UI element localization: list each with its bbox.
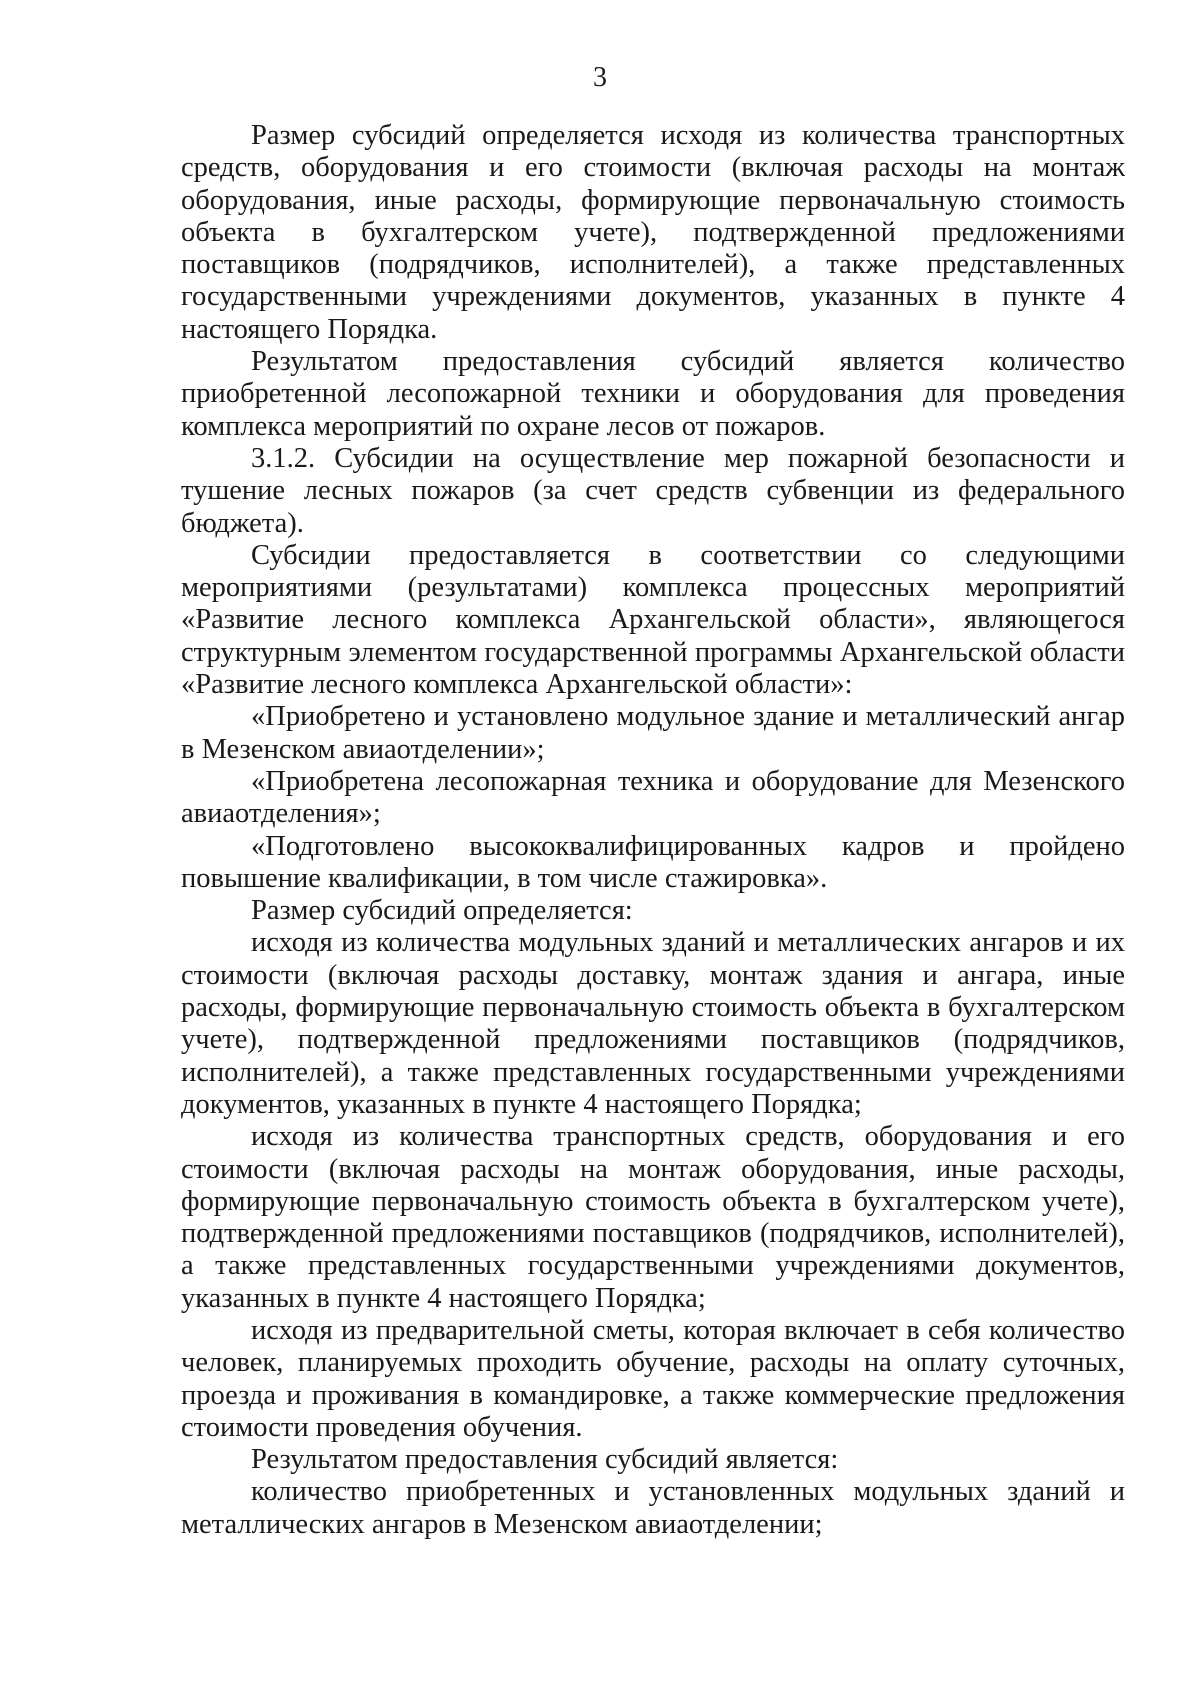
list-item: «Приобретена лесопожарная техника и оборудование для Мезенского авиаотделения»; <box>181 765 1125 830</box>
list-item: «Подготовлено высококвалифицированных кадров и пройдено повышение квалификации, в том числе стажировка». <box>181 830 1125 894</box>
list-item: исходя из количества модульных зданий и металлических ангаров и их стоимости (включая расходы доставку, монтаж здания и ангара, иные расходы, формирующие первоначальную стоимость объекта в бухгалтерском учете), подтвержденной предложениями поставщиков (подрядчиков, исполнителей), а также представленных государственными учреждениями документов, указанных в пункте 4 настоящего Порядка; <box>181 927 1125 1120</box>
paragraph: Результатом предоставления субсидий является количество приобретенной лесопожарной техники и оборудования для проведения комплекса мероприятий по охране лесов от пожаров. <box>181 346 1125 442</box>
list-item: количество приобретенных и установленных модульных зданий и металлических ангаров в Мезенском авиаотделении; <box>181 1476 1125 1540</box>
paragraph: Результатом предоставления субсидий является: <box>251 1444 839 1476</box>
page-number: 3 <box>593 62 607 93</box>
paragraph: Субсидии предоставляется в соответствии со следующими мероприятиями (результатами) комплекса процессных мероприятий «Развитие лесного комплекса Архангельской области», являющегося структурным элементом государственной программы Архангельской области «Развитие лесного комплекса Архангельской области»: <box>181 539 1125 701</box>
list-item: «Приобретено и установлено модульное здание и металлический ангар в Мезенском авиаотделении»; <box>181 701 1125 765</box>
paragraph: Размер субсидий определяется: <box>251 895 633 927</box>
document-body <box>181 120 1125 1541</box>
paragraph-section-heading: 3.1.2. Субсидии на осуществление мер пожарной безопасности и тушение лесных пожаров (за счет средств субвенции из федерального бюджета). <box>181 442 1125 539</box>
list-item: исходя из количества транспортных средств, оборудования и его стоимости (включая расходы на монтаж оборудования, иные расходы, формирующие первоначальную стоимость объекта в бухгалтерском учете), подтвержденной предложениями поставщиков (подрядчиков, исполнителей), а также представленных государственными учреждениями документов, указанных в пункте 4 настоящего Порядка; <box>181 1121 1125 1314</box>
list-item: исходя из предварительной сметы, которая включает в себя количество человек, планируемых проходить обучение, расходы на оплату суточных, проезда и проживания в командировке, а также коммерческие предложения стоимости проведения обучения. <box>181 1314 1125 1443</box>
paragraph: Размер субсидий определяется исходя из количества транспортных средств, оборудования и его стоимости (включая расходы на монтаж оборудования, иные расходы, формирующие первоначальную стоимость объекта в бухгалтерском учете), подтвержденной предложениями поставщиков (подрядчиков, исполнителей), а также представленных государственными учреждениями документов, указанных в пункте 4 настоящего Порядка. <box>181 120 1125 345</box>
